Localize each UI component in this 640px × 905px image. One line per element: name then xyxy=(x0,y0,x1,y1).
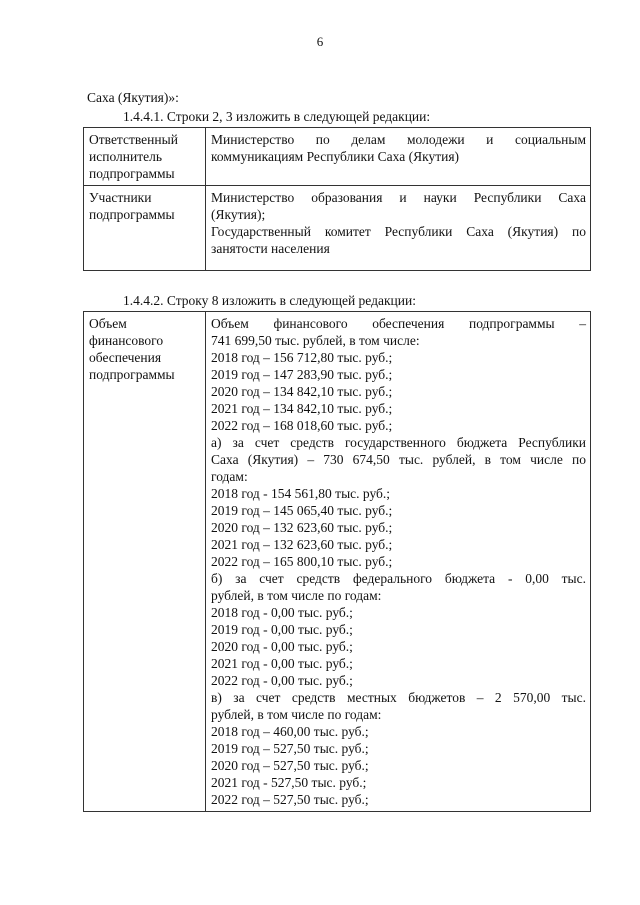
cell-text-line: обеспечения xyxy=(89,350,162,365)
cell-text-line: 2018 год – 460,00 тыс. руб.; xyxy=(211,724,369,739)
cell-text-line: 2018 год - 154 561,80 тыс. руб.; xyxy=(211,486,391,501)
cell-text-line: финансового xyxy=(89,333,164,348)
cell-text-line: 2019 год – 145 065,40 тыс. руб.; xyxy=(211,503,393,518)
cell-text-line: (Якутия); xyxy=(211,207,266,222)
cell-text-line: 2020 год – 134 842,10 тыс. руб.; xyxy=(211,384,393,399)
table-responsible xyxy=(83,127,591,271)
cell-text-line: рублей, в том числе по годам: xyxy=(211,588,382,603)
row-value-cell xyxy=(206,128,591,186)
cell-text-line: Объем финансового обеспечения подпрограммы – xyxy=(211,316,586,331)
row-label-cell xyxy=(84,312,206,812)
cell-text-line: 2019 год - 0,00 тыс. руб.; xyxy=(211,622,353,637)
cell-text-line: 2021 год - 0,00 тыс. руб.; xyxy=(211,656,353,671)
section-2-heading: 1.4.4.2. Строку 8 изложить в следующей редакции: xyxy=(123,293,416,308)
table-row xyxy=(84,186,591,271)
cell-text-line: подпрограммы xyxy=(89,367,175,382)
cell-text-line: 2020 год – 527,50 тыс. руб.; xyxy=(211,758,369,773)
cell-text-line: 2022 год – 165 800,10 тыс. руб.; xyxy=(211,554,393,569)
cell-text-line: Участники xyxy=(89,190,152,205)
table-funding xyxy=(83,311,591,812)
cell-text-line: 2018 год - 0,00 тыс. руб.; xyxy=(211,605,353,620)
cell-text-line: 2021 год – 132 623,60 тыс. руб.; xyxy=(211,537,393,552)
cell-text-line: Министерство по делам молодежи и социальным xyxy=(211,132,586,147)
row-label-cell xyxy=(84,186,206,271)
cell-text-line: подпрограммы xyxy=(89,166,175,181)
cell-text-line: 2021 год - 527,50 тыс. руб.; xyxy=(211,775,367,790)
cell-text-line: 2021 год – 134 842,10 тыс. руб.; xyxy=(211,401,393,416)
cell-text-line: 2018 год – 156 712,80 тыс. руб.; xyxy=(211,350,393,365)
cell-text-line: Государственный комитет Республики Саха (Якутия) по xyxy=(211,224,586,239)
cell-text-line: занятости населения xyxy=(211,241,330,256)
cell-text-line: 2020 год – 132 623,60 тыс. руб.; xyxy=(211,520,393,535)
cell-text-line: Саха (Якутия) – 730 674,50 тыс. рублей, в том числе по xyxy=(211,452,586,467)
intro-line: Саха (Якутия)»: xyxy=(87,90,179,105)
row-value-cell xyxy=(206,312,591,812)
cell-text-line: Объем xyxy=(89,316,127,331)
cell-text-line: в) за счет средств местных бюджетов – 2 570,00 тыс. xyxy=(211,690,586,705)
cell-text-line: 2019 год – 147 283,90 тыс. руб.; xyxy=(211,367,393,382)
cell-text-line: коммуникациям Республики Саха (Якутия) xyxy=(211,149,460,164)
cell-text-line: Министерство образования и науки Республики Саха xyxy=(211,190,586,205)
cell-text-line: исполнитель xyxy=(89,149,162,164)
cell-text-line: рублей, в том числе по годам: xyxy=(211,707,382,722)
cell-text-line: а) за счет средств государственного бюджета Республики xyxy=(211,435,586,450)
row-value-cell xyxy=(206,186,591,271)
cell-text-line: 741 699,50 тыс. рублей, в том числе: xyxy=(211,333,420,348)
page-number: 6 xyxy=(316,34,324,49)
cell-text-line: подпрограммы xyxy=(89,207,175,222)
cell-text-line: 2020 год - 0,00 тыс. руб.; xyxy=(211,639,353,654)
cell-text-line: 2019 год – 527,50 тыс. руб.; xyxy=(211,741,369,756)
cell-text-line: 2022 год - 0,00 тыс. руб.; xyxy=(211,673,353,688)
cell-text-line: б) за счет средств федерального бюджета - 0,00 тыс. xyxy=(211,571,586,586)
cell-text-line: 2022 год – 168 018,60 тыс. руб.; xyxy=(211,418,393,433)
row-label-cell xyxy=(84,128,206,186)
section-1-heading: 1.4.4.1. Строки 2, 3 изложить в следующей редакции: xyxy=(123,109,431,124)
table-row xyxy=(84,312,591,812)
cell-text-line: 2022 год – 527,50 тыс. руб.; xyxy=(211,792,369,807)
cell-text-line: годам: xyxy=(211,469,248,484)
table-row xyxy=(84,128,591,186)
cell-text-line: Ответственный xyxy=(89,132,178,147)
